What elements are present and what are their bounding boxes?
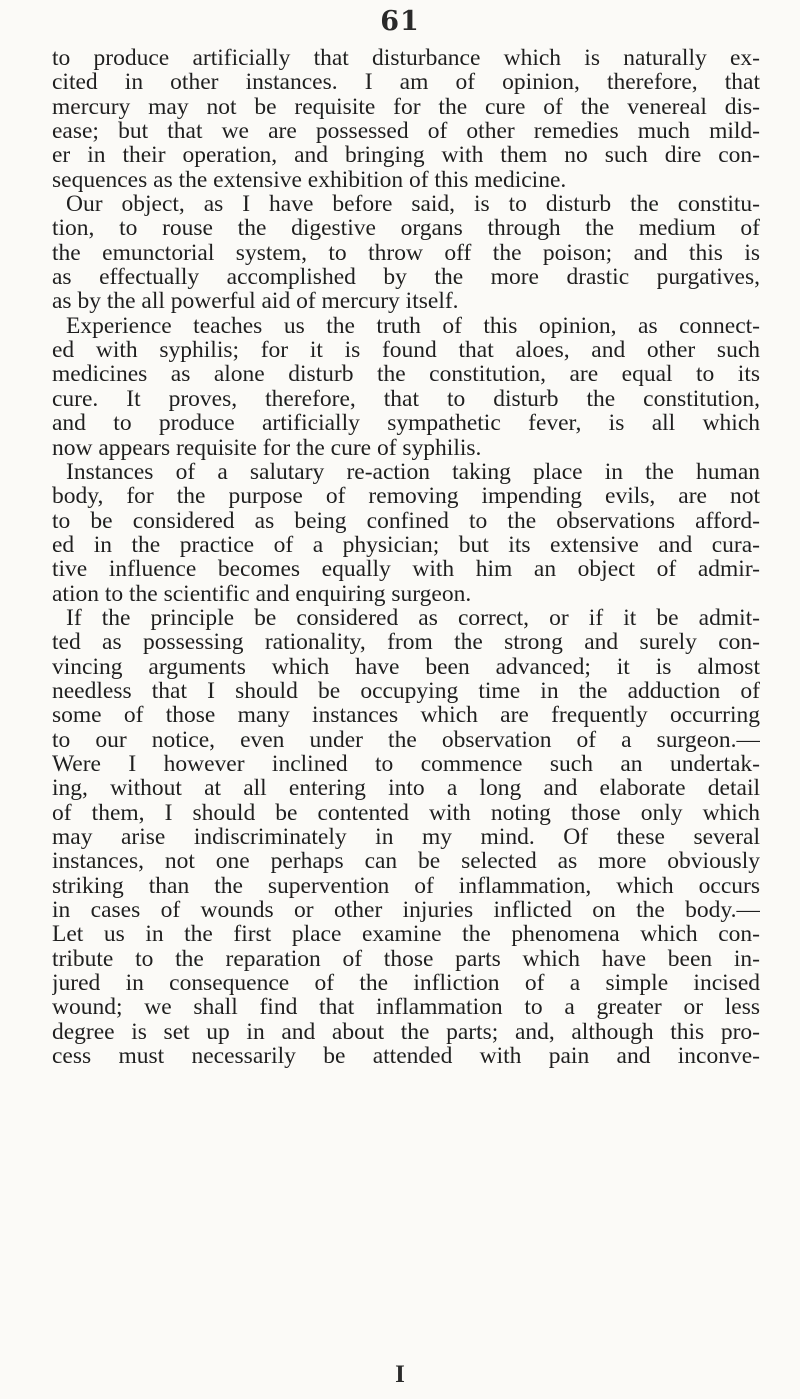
text-line: Let us in the first place examine the phenomena which con-: [52, 922, 760, 947]
text-line: jured in consequence of the infliction of a simple incised: [52, 971, 760, 996]
text-line: degree is set up in and about the parts; and, although this pro-: [52, 1019, 760, 1045]
text-line: vincing arguments which have been advanced; it is almost: [52, 654, 760, 679]
text-line: ted as possessing rationality, from the strong and surely con-: [52, 630, 760, 655]
text-line: as by the all powerful aid of mercury itself.: [52, 289, 459, 314]
page-number: 61: [380, 6, 420, 37]
text-line: er in their operation, and bringing with them no such dire con-: [52, 143, 760, 168]
text-line: and to produce artificially sympathetic fever, is all which: [52, 411, 760, 436]
signature-mark: I: [395, 1361, 405, 1388]
text-line: ease; but that we are possessed of other remedies much mild-: [52, 119, 760, 144]
text-line: in cases of wounds or other injuries inflicted on the body.—: [52, 898, 760, 923]
text-line: ation to the scientific and enquiring surgeon.: [52, 581, 472, 606]
body-text: [52, 46, 760, 1068]
text-line: of them, I should be contented with noting those only which: [52, 800, 760, 825]
text-line: wound; we shall find that inflammation to a greater or less: [52, 995, 760, 1020]
text-line: medicines as alone disturb the constitution, are equal to its: [52, 362, 760, 387]
text-line: tion, to rouse the digestive organs through the medium of: [52, 216, 760, 241]
text-line: cure. It proves, therefore, that to disturb the constitution,: [52, 386, 760, 412]
text-line: cess must necessarily be attended with pain and inconve-: [52, 1044, 760, 1069]
text-line: the emunctorial system, to throw off the poison; and this is: [52, 240, 760, 266]
text-line: ing, without at all entering into a long and elaborate detail: [52, 776, 760, 801]
text-line: mercury may not be requisite for the cure of the venereal dis-: [52, 94, 760, 120]
text-line: needless that I should be occupying time in the adduction of: [52, 678, 760, 704]
text-line: to our notice, even under the observation of a surgeon.—: [52, 727, 760, 752]
text-line: Were I however inclined to commence such an undertak-: [52, 751, 760, 777]
text-line: as effectually accomplished by the more drastic purgatives,: [52, 265, 760, 290]
text-line: striking than the supervention of inflammation, which occurs: [52, 873, 760, 899]
text-line: some of those many instances which are frequently occurring: [52, 703, 760, 728]
text-line: tive influence becomes equally with him an object of admir-: [52, 557, 760, 582]
text-line: Experience teaches us the truth of this opinion, as connect-: [66, 313, 760, 339]
text-line: Our object, as I have before said, is to disturb the constitu-: [66, 192, 760, 217]
text-line: to produce artificially that disturbance which is naturally ex-: [52, 46, 760, 71]
text-line: Instances of a salutary re-action taking place in the human: [66, 459, 760, 485]
text-line: sequences as the extensive exhibition of this medicine.: [52, 167, 567, 193]
text-line: ed in the practice of a physician; but its extensive and cura-: [52, 532, 760, 558]
text-line: If the principle be considered as correct, or if it be admit-: [66, 605, 760, 631]
text-line: now appears requisite for the cure of syphilis.: [52, 435, 482, 460]
text-line: body, for the purpose of removing impending evils, are not: [52, 484, 760, 509]
text-line: cited in other instances. I am of opinion, therefore, that: [52, 70, 760, 95]
text-line: may arise indiscriminately in my mind. Of these several: [52, 825, 760, 850]
text-line: to be considered as being confined to the observations afford-: [52, 508, 760, 533]
text-line: tribute to the reparation of those parts which have been in-: [52, 946, 760, 972]
text-line: ed with syphilis; for it is found that aloes, and other such: [52, 338, 760, 363]
text-line: instances, not one perhaps can be selected as more obviously: [52, 849, 760, 874]
